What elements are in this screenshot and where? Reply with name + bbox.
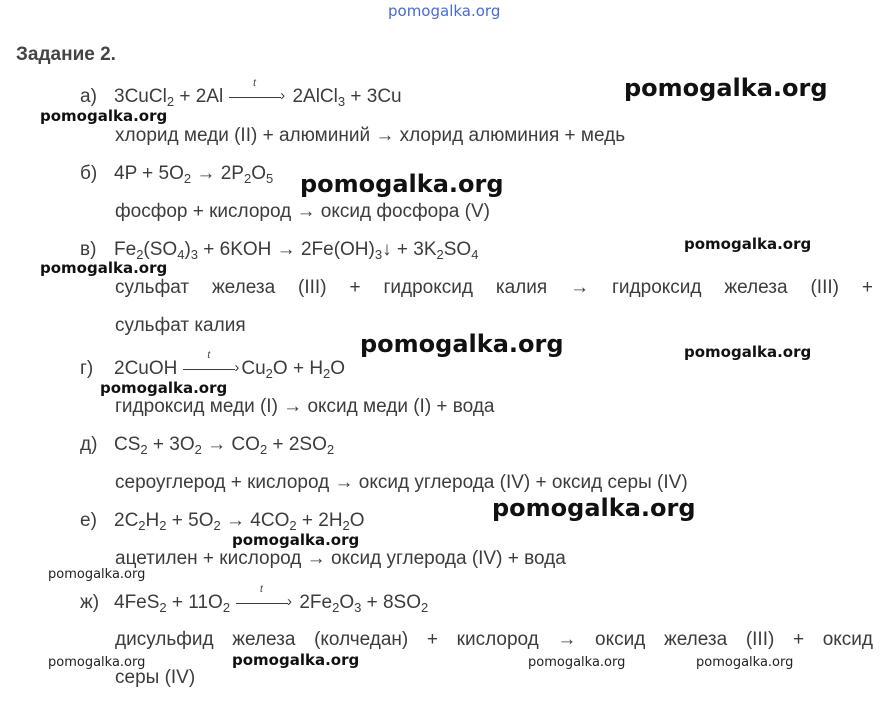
watermark: pomogalka.org [232,651,360,669]
equation-e: е) $2C_2H_2 + 5O_2 \to 4CO_2 + 2H_2O$ [80,510,365,533]
watermark: pomogalka.org [100,379,228,397]
watermark: pomogalka.org [232,531,360,549]
equation-d: д) $CS_2 + 3O_2 \to CO_2 + 2SO_2$ [80,434,335,457]
watermark: pomogalka.org [40,107,168,125]
item-letter: а) [80,86,97,107]
description-v-line2: сульфат калия [115,315,246,336]
watermark: pomogalka.org [48,567,146,582]
watermark: pomogalka.org [684,235,812,253]
item-letter: б) [80,163,98,184]
description-e: ацетилен + кислород → оксид углерода (IV) + вода [115,548,566,569]
equation-v: в) $Fe_2(SO_4)_3 + 6KOH$ → $2Fe(OH)_3↓ + 3K_2SO_4$ [80,239,479,262]
watermark: pomogalka.org [492,494,696,522]
watermark: pomogalka.org [528,655,626,670]
description-a: хлорид меди (II) + алюминий → хлорид алюминия + медь [115,125,626,146]
item-letter: д) [80,434,98,455]
item-letter: г) [80,358,94,379]
watermark: pomogalka.org [684,343,812,361]
equation-b: б) $4P + 5O_2 \to 2P_2O_5$ [80,163,274,186]
description-v-line1: сульфат железа (III) + гидроксид калия → гидроксид железа (III) + [115,277,873,298]
equation-a: а) 3CuCl$_2$ + 2Al t › 2AlCl$_3$ + 3Cu [80,78,402,109]
watermark: pomogalka.org [48,655,146,670]
task-heading: Задание 2. [16,44,116,65]
description-zh-line2: серы (IV) [115,667,196,688]
watermark: pomogalka.org [624,74,828,102]
equation-g: г) 2CuOH t › $Cu_2O + H_2O$ [80,350,346,381]
item-letter: ж) [80,592,100,613]
watermark: pomogalka.org [696,655,794,670]
item-letter: в) [80,239,97,260]
description-b: фосфор + кислород → оксид фосфора (V) [115,201,490,222]
description-zh-line1: дисульфид железа (колчедан) + кислород → оксид железа (III) + оксид [115,629,873,650]
equation-zh: ж) $4FeS_2 + 11O_2$ t › $2Fe_2O_3 + 8SO_2$ [80,584,429,615]
watermark: pomogalka.org [360,330,564,358]
description-d: сероуглерод + кислород → оксид углерода (IV) + оксид серы (IV) [115,472,688,493]
watermark: pomogalka.org [40,259,168,277]
item-letter: е) [80,510,97,531]
watermark: pomogalka.org [300,170,504,198]
description-g: гидроксид меди (I) → оксид меди (I) + вода [115,396,495,417]
reaction-arrow-heat: t › [229,95,281,98]
top-watermark: pomogalka.org [388,2,501,20]
reaction-arrow-heat: t › [236,601,288,604]
reaction-arrow-heat: t › [183,367,235,370]
